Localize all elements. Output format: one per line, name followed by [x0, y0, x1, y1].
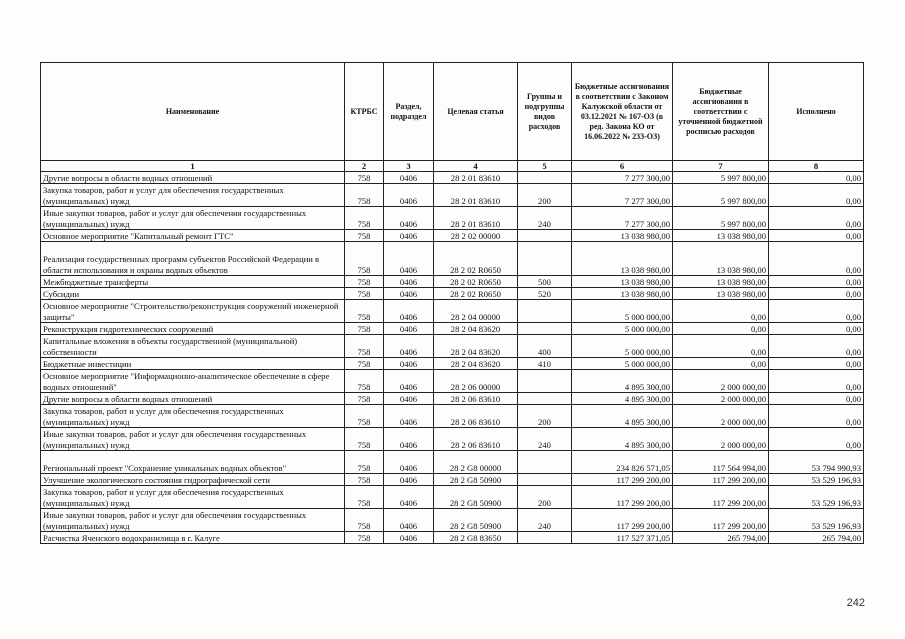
row-name: Иные закупки товаров, работ и услуг для обеспечения государственных (муниципальных) нужд	[41, 207, 345, 230]
row-target: 28 2 06 83610	[434, 428, 518, 451]
row-ktrbs: 758	[345, 532, 384, 544]
row-refined-amount: 117 564 994,00	[673, 451, 769, 474]
row-done-amount: 0,00	[769, 230, 864, 242]
row-name: Улучшение экологического состояния гидрографической сети	[41, 474, 345, 486]
table-row	[41, 358, 864, 370]
row-law-amount: 117 299 200,00	[572, 509, 673, 532]
row-section: 0406	[384, 358, 434, 370]
row-law-amount: 117 299 200,00	[572, 474, 673, 486]
header-groups: Группы и подгруппы видов расходов	[518, 63, 572, 161]
row-group	[518, 172, 572, 184]
row-group: 200	[518, 486, 572, 509]
row-group	[518, 474, 572, 486]
row-target: 28 2 04 83620	[434, 335, 518, 358]
table-row	[41, 323, 864, 335]
row-target: 28 2 G8 50900	[434, 509, 518, 532]
row-done-amount: 0,00	[769, 207, 864, 230]
row-law-amount: 5 000 000,00	[572, 335, 673, 358]
table-row	[41, 335, 864, 358]
row-refined-amount: 0,00	[673, 323, 769, 335]
row-done-amount: 0,00	[769, 323, 864, 335]
row-name: Реконструкция гидротехнических сооружений	[41, 323, 345, 335]
row-law-amount: 234 826 571,05	[572, 451, 673, 474]
row-name: Реализация государственных программ субъектов Российской Федерации в области использования и охраны водных объектов	[41, 242, 345, 276]
row-group: 240	[518, 207, 572, 230]
row-ktrbs: 758	[345, 428, 384, 451]
row-section: 0406	[384, 288, 434, 300]
row-ktrbs: 758	[345, 230, 384, 242]
row-section: 0406	[384, 405, 434, 428]
row-group	[518, 451, 572, 474]
row-done-amount: 0,00	[769, 184, 864, 207]
row-section: 0406	[384, 486, 434, 509]
row-refined-amount: 13 038 980,00	[673, 242, 769, 276]
row-section: 0406	[384, 242, 434, 276]
row-section: 0406	[384, 532, 434, 544]
row-ktrbs: 758	[345, 242, 384, 276]
table-row	[41, 532, 864, 544]
row-group	[518, 370, 572, 393]
row-ktrbs: 758	[345, 474, 384, 486]
row-target: 28 2 02 00000	[434, 230, 518, 242]
row-done-amount: 53 529 196,93	[769, 486, 864, 509]
row-law-amount: 5 000 000,00	[572, 300, 673, 323]
row-done-amount: 0,00	[769, 276, 864, 288]
row-refined-amount: 13 038 980,00	[673, 230, 769, 242]
budget-table	[40, 62, 864, 544]
row-refined-amount: 2 000 000,00	[673, 428, 769, 451]
row-law-amount: 4 895 300,00	[572, 393, 673, 405]
row-target: 28 2 02 R0650	[434, 276, 518, 288]
row-refined-amount: 117 299 200,00	[673, 486, 769, 509]
table-row	[41, 451, 864, 474]
row-refined-amount: 0,00	[673, 300, 769, 323]
table-row	[41, 172, 864, 184]
header-name: Наименование	[41, 63, 345, 161]
table-row	[41, 207, 864, 230]
page-number: 242	[846, 597, 865, 609]
row-refined-amount: 13 038 980,00	[673, 276, 769, 288]
row-section: 0406	[384, 428, 434, 451]
row-ktrbs: 758	[345, 358, 384, 370]
row-section: 0406	[384, 393, 434, 405]
row-target: 28 2 02 R0650	[434, 288, 518, 300]
row-law-amount: 7 277 300,00	[572, 184, 673, 207]
row-ktrbs: 758	[345, 509, 384, 532]
header-done: Исполнено	[769, 63, 864, 161]
row-ktrbs: 758	[345, 405, 384, 428]
table-row	[41, 370, 864, 393]
row-section: 0406	[384, 276, 434, 288]
row-done-amount: 53 529 196,93	[769, 474, 864, 486]
row-done-amount: 0,00	[769, 405, 864, 428]
row-done-amount: 0,00	[769, 242, 864, 276]
row-law-amount: 13 038 980,00	[572, 242, 673, 276]
column-number: 6	[572, 161, 673, 172]
row-refined-amount: 117 299 200,00	[673, 509, 769, 532]
row-done-amount: 0,00	[769, 335, 864, 358]
row-target: 28 2 06 83610	[434, 405, 518, 428]
row-group	[518, 300, 572, 323]
row-name: Иные закупки товаров, работ и услуг для обеспечения государственных (муниципальных) нужд	[41, 428, 345, 451]
row-section: 0406	[384, 509, 434, 532]
row-target: 28 2 01 83610	[434, 207, 518, 230]
row-section: 0406	[384, 335, 434, 358]
row-law-amount: 7 277 300,00	[572, 207, 673, 230]
row-group: 400	[518, 335, 572, 358]
column-number: 2	[345, 161, 384, 172]
column-number: 7	[673, 161, 769, 172]
row-group: 240	[518, 509, 572, 532]
row-refined-amount: 117 299 200,00	[673, 474, 769, 486]
row-name: Другие вопросы в области водных отношений	[41, 393, 345, 405]
row-target: 28 2 G8 50900	[434, 474, 518, 486]
row-law-amount: 117 527 371,05	[572, 532, 673, 544]
row-refined-amount: 0,00	[673, 358, 769, 370]
table-row	[41, 393, 864, 405]
column-number: 4	[434, 161, 518, 172]
row-target: 28 2 04 83620	[434, 358, 518, 370]
row-name: Закупка товаров, работ и услуг для обеспечения государственных (муниципальных) нужд	[41, 486, 345, 509]
row-done-amount: 0,00	[769, 172, 864, 184]
row-name: Расчистка Яченского водохранилища в г. Калуге	[41, 532, 345, 544]
row-done-amount: 53 529 196,93	[769, 509, 864, 532]
row-law-amount: 5 000 000,00	[572, 358, 673, 370]
table-row	[41, 474, 864, 486]
column-number: 5	[518, 161, 572, 172]
header-refined: Бюджетные ассигнования в соответствии с уточненной бюджетной росписью расходов	[673, 63, 769, 161]
row-section: 0406	[384, 230, 434, 242]
column-number-row	[41, 161, 864, 172]
row-done-amount: 265 794,00	[769, 532, 864, 544]
row-law-amount: 13 038 980,00	[572, 288, 673, 300]
row-law-amount: 4 895 300,00	[572, 405, 673, 428]
row-ktrbs: 758	[345, 486, 384, 509]
row-section: 0406	[384, 207, 434, 230]
row-refined-amount: 5 997 800,00	[673, 184, 769, 207]
row-target: 28 2 G8 83650	[434, 532, 518, 544]
row-name: Основное мероприятие "Капитальный ремонт ГТС"	[41, 230, 345, 242]
row-target: 28 2 06 00000	[434, 370, 518, 393]
row-group: 200	[518, 405, 572, 428]
row-law-amount: 4 895 300,00	[572, 428, 673, 451]
row-refined-amount: 5 997 800,00	[673, 172, 769, 184]
row-name: Субсидии	[41, 288, 345, 300]
table-row	[41, 405, 864, 428]
row-ktrbs: 758	[345, 276, 384, 288]
row-ktrbs: 758	[345, 184, 384, 207]
row-done-amount: 0,00	[769, 370, 864, 393]
row-section: 0406	[384, 300, 434, 323]
row-ktrbs: 758	[345, 370, 384, 393]
header-ktrbs: КТРБС	[345, 63, 384, 161]
table-row	[41, 428, 864, 451]
table-row	[41, 509, 864, 532]
table-row	[41, 486, 864, 509]
row-group	[518, 532, 572, 544]
row-refined-amount: 2 000 000,00	[673, 393, 769, 405]
row-law-amount: 7 277 300,00	[572, 172, 673, 184]
table-row	[41, 242, 864, 276]
row-name: Иные закупки товаров, работ и услуг для обеспечения государственных (муниципальных) нужд	[41, 509, 345, 532]
row-ktrbs: 758	[345, 288, 384, 300]
row-done-amount: 0,00	[769, 428, 864, 451]
table-row	[41, 288, 864, 300]
row-target: 28 2 06 83610	[434, 393, 518, 405]
row-ktrbs: 758	[345, 172, 384, 184]
column-number: 3	[384, 161, 434, 172]
row-target: 28 2 G8 00000	[434, 451, 518, 474]
row-ktrbs: 758	[345, 451, 384, 474]
header-law: Бюджетные ассигнования в соответствии с Законом Калужской области от 03.12.2021 № 167-ОЗ (в ред. Закона КО от 16.06.2022 № 233-ОЗ)	[572, 63, 673, 161]
row-refined-amount: 265 794,00	[673, 532, 769, 544]
header-section: Раздел, подраздел	[384, 63, 434, 161]
header-target: Целевая статья	[434, 63, 518, 161]
row-name: Основное мероприятие "Строительство/реконструкция сооружений инженерной защиты"	[41, 300, 345, 323]
row-name: Региональный проект "Сохранение уникальных водных объектов"	[41, 451, 345, 474]
row-group	[518, 323, 572, 335]
row-section: 0406	[384, 323, 434, 335]
row-law-amount: 13 038 980,00	[572, 276, 673, 288]
row-group: 500	[518, 276, 572, 288]
row-section: 0406	[384, 184, 434, 207]
row-name: Другие вопросы в области водных отношений	[41, 172, 345, 184]
row-law-amount: 117 299 200,00	[572, 486, 673, 509]
row-group	[518, 242, 572, 276]
row-law-amount: 4 895 300,00	[572, 370, 673, 393]
row-name: Межбюджетные трансферты	[41, 276, 345, 288]
row-name: Основное мероприятие "Информационно-аналитическое обеспечение в сфере водных отношений"	[41, 370, 345, 393]
row-ktrbs: 758	[345, 207, 384, 230]
row-group	[518, 393, 572, 405]
table-row	[41, 276, 864, 288]
row-target: 28 2 01 83610	[434, 184, 518, 207]
table-row	[41, 230, 864, 242]
row-done-amount: 0,00	[769, 300, 864, 323]
row-done-amount: 0,00	[769, 288, 864, 300]
column-number: 1	[41, 161, 345, 172]
row-target: 28 2 04 00000	[434, 300, 518, 323]
row-target: 28 2 04 83620	[434, 323, 518, 335]
row-done-amount: 0,00	[769, 393, 864, 405]
row-ktrbs: 758	[345, 323, 384, 335]
table-row	[41, 184, 864, 207]
row-section: 0406	[384, 370, 434, 393]
row-target: 28 2 G8 50900	[434, 486, 518, 509]
row-name: Капитальные вложения в объекты государственной (муниципальной) собственности	[41, 335, 345, 358]
row-law-amount: 5 000 000,00	[572, 323, 673, 335]
row-refined-amount: 5 997 800,00	[673, 207, 769, 230]
row-refined-amount: 13 038 980,00	[673, 288, 769, 300]
row-section: 0406	[384, 474, 434, 486]
table-header-row	[41, 63, 864, 161]
table-row	[41, 300, 864, 323]
row-ktrbs: 758	[345, 393, 384, 405]
row-name: Закупка товаров, работ и услуг для обеспечения государственных (муниципальных) нужд	[41, 184, 345, 207]
row-group: 200	[518, 184, 572, 207]
row-refined-amount: 0,00	[673, 335, 769, 358]
row-group: 240	[518, 428, 572, 451]
row-section: 0406	[384, 451, 434, 474]
row-section: 0406	[384, 172, 434, 184]
row-group: 410	[518, 358, 572, 370]
row-target: 28 2 01 83610	[434, 172, 518, 184]
row-name: Закупка товаров, работ и услуг для обеспечения государственных (муниципальных) нужд	[41, 405, 345, 428]
row-done-amount: 0,00	[769, 358, 864, 370]
row-done-amount: 53 794 990,93	[769, 451, 864, 474]
row-group: 520	[518, 288, 572, 300]
row-group	[518, 230, 572, 242]
row-law-amount: 13 038 980,00	[572, 230, 673, 242]
row-refined-amount: 2 000 000,00	[673, 405, 769, 428]
row-refined-amount: 2 000 000,00	[673, 370, 769, 393]
row-ktrbs: 758	[345, 300, 384, 323]
row-name: Бюджетные инвестиции	[41, 358, 345, 370]
row-ktrbs: 758	[345, 335, 384, 358]
row-target: 28 2 02 R0650	[434, 242, 518, 276]
column-number: 8	[769, 161, 864, 172]
